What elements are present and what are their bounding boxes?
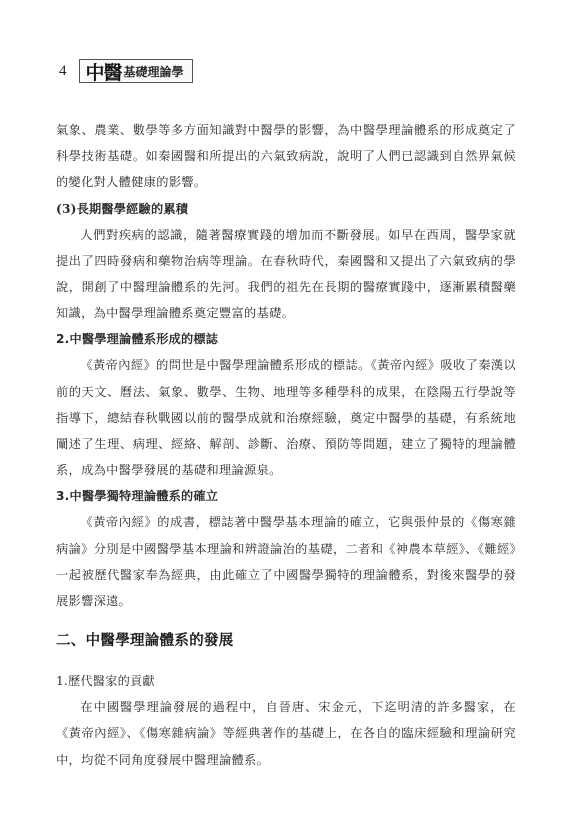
paragraph-1: 氣象、農業、數學等多方面知識對中醫學的影響，為中醫學理論體系的形成奠定了科學技術基礎。如秦國醫和所提出的六氣致病說，說明了人們已認識到自然界氣候的變化對人體健康的影響。 xyxy=(56,123,516,190)
subheading-establishment: 3.中醫學獨特理論體系的確立 xyxy=(56,489,219,504)
paragraph-4: 《黃帝內經》的成書，標誌著中醫學基本理論的確立，它與張仲景的《傷寒雜病論》分別是中國醫學基本理論和辨證論治的基礎，二者和《神農本草經》、《難經》一起被歷代醫家奉為經典，由此確立了中國醫學獨特的理論體系，對後來醫學的發展影響深遠。 xyxy=(56,515,516,609)
paragraph-5: 在中國醫學理論發展的過程中，自晉唐、宋金元，下迄明清的許多醫家，在《黃帝內經》、《傷寒雜病論》等經典著作的基礎上，在各自的臨床經驗和理論研究中，均從不同角度發展中醫理論體系。 xyxy=(56,700,516,767)
paragraph-2: 人們對疾病的認識，隨著醫療實踐的增加而不斷發展。如早在西周，醫學家就提出了四時發病和藥物治病等理論。在春秋時代，秦國醫和又提出了六氣致病的學說，開創了中醫理論體系的先河。我們的祖先在長期的醫療實踐中，逐漸累積醫藥知識，為中醫學理論體系奠定豐富的基礎。 xyxy=(56,227,516,321)
page-content xyxy=(56,117,516,773)
section-title-development: 二、中醫學理論體系的發展 xyxy=(56,633,234,650)
book-title-badge xyxy=(79,59,193,83)
subheading-long-term-experience: (3)長期醫學經驗的累積 xyxy=(56,201,189,216)
paragraph-3: 《黃帝內經》的問世是中醫學理論體系形成的標誌。《黃帝內經》吸收了秦漢以前的天文、曆法、氣象、數學、生物、地理等多種學科的成果，在陰陽五行學說等指導下，總結春秋戰國以前的醫學成就和治療經驗，奠定中醫學的基礎，有系統地闡述了生理、病理、經絡、解剖、診斷、治療、預防等問題，建立了獨特的理論體系，成為中醫學發展的基礎和理論源泉。 xyxy=(56,358,516,478)
page-number: 4 xyxy=(59,62,67,79)
book-title-sub: 基礎理論學 xyxy=(123,64,184,79)
page-header xyxy=(59,58,193,84)
book-title-main: 中醫 xyxy=(85,61,122,84)
subheading-physicians-contribution: 1.歷代醫家的貢獻 xyxy=(56,674,155,689)
subheading-formation-marker: 2.中醫學理論體系形成的標誌 xyxy=(56,332,219,347)
